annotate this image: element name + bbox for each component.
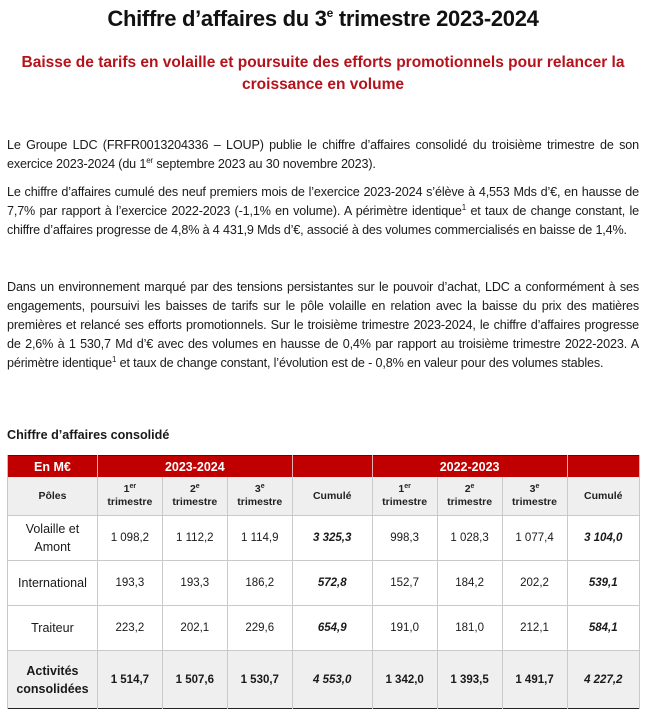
cell-value: 184,2 <box>437 561 502 606</box>
col-header-q2: 2e trimestre <box>162 477 227 516</box>
table-row <box>8 516 640 561</box>
title-superscript: e <box>326 6 334 20</box>
cell-value: 1 098,2 <box>97 516 162 561</box>
col-header-q3-prev: 3e trimestre <box>502 477 567 516</box>
col-header-q1-prev: 1er trimestre <box>372 477 437 516</box>
cell-value: 1 114,9 <box>227 516 292 561</box>
paragraph-text: et taux de change constant, l’évolution est de - 0,8% en valeur pour des volumes stables. <box>116 356 604 370</box>
cell-cumul: 584,1 <box>567 606 639 651</box>
cell-value: 223,2 <box>97 606 162 651</box>
cell-value: 212,1 <box>502 606 567 651</box>
footnote-ref: 1 <box>111 355 117 364</box>
paragraph-text: Le chiffre d’affaires cumulé des neuf premiers mois de l’exercice 2023-2024 s’élève à 4,553 Mds d’€, en hausse de 7,7% par rapport à l’exercice 2022-2023 (-1,1% en volume). A périmètre identique <box>7 185 639 218</box>
row-label: International <box>8 561 98 606</box>
total-value: 1 514,7 <box>97 651 162 709</box>
total-value: 1 342,0 <box>372 651 437 709</box>
band-empty-cell <box>567 456 639 478</box>
table-title: Chiffre d’affaires consolidé <box>7 428 170 442</box>
cell-cumul: 654,9 <box>292 606 372 651</box>
paragraph-text: Dans un environnement marqué par des tensions persistantes sur le pouvoir d’achat, LDC a conformément à ses engagements, poursuivi les baisses de tarifs sur le pôle volaille en relation avec la baisse du prix des matières premières et relancé ses efforts promotionnels. Sur le troisième trimestre 2023-2024, le chiffre d’affaires progresse de 2,6% à 1 530,7 Md d’€ avec des volumes en hausse de 0,4% par rapport au troisième trimestre 2022-2023. A périmètre identique <box>7 280 639 370</box>
cell-cumul: 539,1 <box>567 561 639 606</box>
footnote-ref: 1 <box>461 203 467 212</box>
table-row <box>8 606 640 651</box>
total-value: 1 507,6 <box>162 651 227 709</box>
col-header-poles: Pôles <box>8 477 98 516</box>
period-current-header: 2023-2024 <box>97 456 292 478</box>
cell-value: 202,1 <box>162 606 227 651</box>
title-text: Chiffre d’affaires du 3 <box>107 6 327 31</box>
table-row <box>8 561 640 606</box>
cell-value: 998,3 <box>372 516 437 561</box>
cell-cumul: 572,8 <box>292 561 372 606</box>
cell-value: 202,2 <box>502 561 567 606</box>
paragraph-context <box>7 278 639 373</box>
col-header-cumul: Cumulé <box>292 477 372 516</box>
total-value: 1 491,7 <box>502 651 567 709</box>
superscript: er <box>146 156 154 165</box>
cell-value: 186,2 <box>227 561 292 606</box>
cell-value: 193,3 <box>162 561 227 606</box>
table-band-row <box>8 456 640 478</box>
unit-label: En M€ <box>8 456 98 478</box>
cell-value: 181,0 <box>437 606 502 651</box>
cell-value: 1 077,4 <box>502 516 567 561</box>
paragraph-cumulative <box>7 183 639 240</box>
period-previous-header: 2022-2023 <box>372 456 567 478</box>
revenue-table <box>7 455 640 709</box>
paragraph-text: septembre 2023 au 30 novembre 2023). <box>153 157 376 171</box>
col-header-q1: 1er trimestre <box>97 477 162 516</box>
cell-cumul: 3 104,0 <box>567 516 639 561</box>
col-header-cumul-prev: Cumulé <box>567 477 639 516</box>
table-total-row <box>8 651 640 709</box>
cell-value: 152,7 <box>372 561 437 606</box>
total-value: 1 393,5 <box>437 651 502 709</box>
cell-value: 191,0 <box>372 606 437 651</box>
page-subtitle: Baisse de tarifs en volaille et poursuite des efforts promotionnels pour relancer la croissance en volume <box>21 54 625 93</box>
cell-value: 229,6 <box>227 606 292 651</box>
table-header-row <box>8 477 640 516</box>
total-value: 1 530,7 <box>227 651 292 709</box>
paragraph-text: et taux de change constant, le chiffre d’affaires progresse de 4,8% à 4 431,9 Mds d’€, associé à des volumes commercialisés en baisse de 1,4%. <box>7 204 640 237</box>
col-header-q2-prev: 2e trimestre <box>437 477 502 516</box>
row-label: Traiteur <box>8 606 98 651</box>
cell-value: 1 112,2 <box>162 516 227 561</box>
title-text-end: trimestre 2023-2024 <box>333 6 539 31</box>
total-cumul: 4 227,2 <box>567 651 639 709</box>
total-label: Activités consolidées <box>8 651 98 709</box>
cell-value: 1 028,3 <box>437 516 502 561</box>
band-empty-cell <box>292 456 372 478</box>
total-cumul: 4 553,0 <box>292 651 372 709</box>
row-label: Volaille et Amont <box>8 516 98 561</box>
page-title <box>0 6 646 32</box>
cell-value: 193,3 <box>97 561 162 606</box>
col-header-q3: 3e trimestre <box>227 477 292 516</box>
paragraph-intro <box>7 136 639 174</box>
cell-cumul: 3 325,3 <box>292 516 372 561</box>
paragraph-text: Le Groupe LDC (FRFR0013204336 – LOUP) publie le chiffre d’affaires consolidé du troisième trimestre de son exercice 2023-2024 (du 1 <box>7 138 639 171</box>
